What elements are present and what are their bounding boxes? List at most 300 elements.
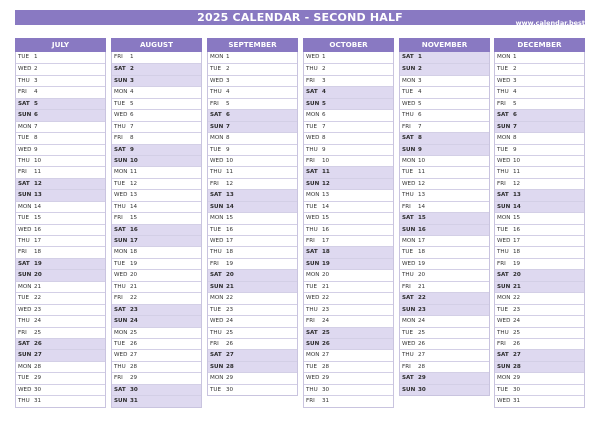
day-row [400,212,489,223]
weekday-label: SAT [210,112,222,119]
day-row [112,327,201,338]
day-number: 9 [130,146,134,153]
weekday-label: THU [18,318,30,325]
day-number: 18 [34,249,42,256]
day-row [400,178,489,189]
day-number: 1 [226,54,230,60]
day-row [495,304,584,315]
day-number: 10 [34,157,42,164]
day-number: 15 [418,215,426,222]
day-row [304,178,393,189]
day-row [304,338,393,349]
day-row [495,166,584,177]
day-row [208,372,297,383]
day-number: 20 [130,272,138,279]
day-row [400,121,489,132]
weekday-label: FRI [114,215,123,222]
day-row [495,201,584,212]
day-row [304,361,393,372]
day-number: 21 [226,283,234,290]
day-row [208,155,297,166]
day-number: 15 [513,215,521,222]
day-row [400,281,489,292]
month-header: AUGUST [111,38,202,52]
day-row [304,212,393,223]
day-number: 4 [513,89,517,96]
day-number: 8 [322,135,326,142]
day-number: 9 [513,146,517,153]
month-header: SEPTEMBER [207,38,298,52]
day-number: 7 [513,123,517,130]
day-number: 3 [34,77,38,84]
day-row [495,361,584,372]
weekday-label: TUE [18,295,30,302]
day-row [208,75,297,86]
day-row [208,384,297,395]
day-row [304,109,393,120]
day-row [208,189,297,200]
day-row [16,121,105,132]
day-row [304,166,393,177]
day-number: 20 [34,272,42,279]
day-row [208,269,297,280]
day-number: 19 [226,260,234,267]
weekday-label: SAT [18,100,30,107]
month-header: JULY [15,38,106,52]
day-row [495,315,584,326]
day-number: 29 [34,375,42,382]
day-number: 12 [418,180,426,187]
day-row [208,121,297,132]
weekday-label: MON [402,157,416,164]
day-row [304,121,393,132]
month-column-july [15,38,106,408]
day-row [400,258,489,269]
weekday-label: THU [210,329,222,336]
day-row [400,98,489,109]
weekday-label: FRI [306,398,315,405]
weekday-label: SUN [18,352,32,359]
day-number: 1 [322,54,326,60]
day-number: 22 [513,295,521,302]
day-row [16,304,105,315]
month-header: DECEMBER [494,38,585,52]
day-number: 4 [130,89,134,96]
day-row [16,109,105,120]
weekday-label: SUN [402,66,416,73]
weekday-label: SAT [210,192,222,199]
day-row [495,63,584,74]
day-row [16,201,105,212]
day-row [16,292,105,303]
day-number: 17 [226,238,234,244]
weekday-label: TUE [114,180,126,187]
day-row [304,395,393,406]
weekday-label: MON [497,295,511,302]
day-number: 11 [513,169,521,176]
weekday-label: THU [402,352,414,359]
day-number: 6 [130,112,134,119]
day-row [495,338,584,349]
day-row [400,155,489,166]
day-row [495,246,584,257]
day-list [111,52,202,408]
weekday-label: WED [497,238,511,244]
day-row [16,384,105,395]
day-number: 9 [418,146,422,153]
day-row [208,224,297,235]
weekday-label: TUE [210,386,222,393]
day-row [208,166,297,177]
day-row [304,246,393,257]
day-row [495,144,584,155]
day-row [208,109,297,120]
day-number: 12 [130,180,138,187]
day-row [304,98,393,109]
day-number: 22 [418,295,426,302]
day-row [208,349,297,360]
day-row [304,155,393,166]
weekday-label: WED [18,66,32,73]
day-row [112,155,201,166]
day-number: 16 [418,226,426,233]
day-number: 6 [513,112,517,119]
weekday-label: SAT [114,146,126,153]
weekday-label: SAT [497,192,509,199]
weekday-label: SAT [306,89,318,96]
day-number: 4 [322,89,326,96]
day-row [16,166,105,177]
day-number: 31 [513,398,521,405]
day-number: 1 [34,54,38,60]
weekday-label: SUN [497,283,511,290]
day-row [304,189,393,200]
weekday-label: SUN [306,100,320,107]
day-number: 21 [513,283,521,290]
day-number: 29 [418,375,426,382]
day-number: 30 [418,386,426,393]
day-row [495,52,584,63]
day-number: 3 [513,77,517,84]
weekday-label: MON [18,363,32,370]
weekday-label: TUE [306,123,318,130]
day-number: 14 [322,203,330,210]
day-number: 18 [226,249,234,256]
day-number: 21 [418,283,426,290]
weekday-label: MON [497,215,511,222]
day-row [400,361,489,372]
day-number: 3 [226,77,230,84]
weekday-label: FRI [18,249,27,256]
weekday-label: MON [402,77,416,84]
day-row [495,372,584,383]
day-row [112,269,201,280]
weekday-label: FRI [497,100,506,107]
day-row [16,224,105,235]
weekday-label: TUE [210,146,222,153]
day-number: 18 [130,249,138,256]
day-number: 1 [418,54,422,60]
weekday-label: SAT [18,260,30,267]
day-number: 24 [322,318,330,325]
weekday-label: MON [497,135,511,142]
day-row [400,338,489,349]
day-number: 27 [34,352,42,359]
day-row [16,155,105,166]
day-number: 2 [322,66,326,73]
day-row [495,281,584,292]
weekday-label: SAT [306,329,318,336]
day-number: 17 [34,238,42,244]
day-number: 18 [418,249,426,256]
day-row [208,281,297,292]
weekday-label: THU [18,157,30,164]
day-row [112,63,201,74]
weekday-label: WED [306,295,320,302]
weekday-label: MON [114,249,128,256]
weekday-label: SAT [114,386,126,393]
day-number: 26 [322,340,330,347]
day-number: 23 [418,306,426,313]
day-row [495,384,584,395]
day-row [112,52,201,63]
day-number: 1 [130,54,134,60]
day-row [400,269,489,280]
weekday-label: MON [306,352,320,359]
day-row [208,52,297,63]
day-row [112,109,201,120]
day-row [400,189,489,200]
weekday-label: WED [210,318,224,325]
weekday-label: WED [210,77,224,84]
day-number: 13 [513,192,521,199]
day-list [494,52,585,408]
day-number: 4 [226,89,230,96]
weekday-label: THU [210,169,222,176]
weekday-label: TUE [18,135,30,142]
day-row [495,212,584,223]
day-number: 26 [418,340,426,347]
weekday-label: TUE [497,146,509,153]
weekday-label: TUE [114,100,126,107]
weekday-label: SAT [402,135,414,142]
day-number: 29 [130,375,138,382]
day-number: 30 [130,386,138,393]
day-number: 15 [130,215,138,222]
weekday-label: MON [210,375,224,382]
weekday-label: SUN [497,363,511,370]
weekday-label: FRI [210,260,219,267]
weekday-label: FRI [210,100,219,107]
day-number: 30 [513,386,521,393]
day-row [400,75,489,86]
weekday-label: FRI [402,363,411,370]
day-number: 8 [226,135,230,142]
weekday-label: TUE [402,89,414,96]
day-row [208,304,297,315]
weekday-label: MON [210,54,224,60]
day-number: 22 [226,295,234,302]
day-number: 25 [418,329,426,336]
day-row [304,144,393,155]
day-number: 30 [322,386,330,393]
day-row [112,86,201,97]
weekday-label: WED [497,157,511,164]
day-number: 16 [513,226,521,233]
day-row [16,132,105,143]
day-number: 19 [322,260,330,267]
day-number: 5 [418,100,422,107]
weekday-label: SAT [402,215,414,222]
weekday-label: TUE [402,169,414,176]
weekday-label: THU [497,249,509,256]
weekday-label: MON [210,215,224,222]
weekday-label: THU [497,329,509,336]
weekday-label: WED [402,260,416,267]
weekday-label: SAT [18,340,30,347]
day-row [208,246,297,257]
weekday-label: SAT [306,169,318,176]
weekday-label: FRI [497,340,506,347]
day-row [208,212,297,223]
weekday-label: SAT [210,352,222,359]
weekday-label: WED [18,146,32,153]
weekday-label: THU [18,398,30,405]
day-number: 31 [322,398,330,405]
day-row [112,121,201,132]
weekday-label: WED [18,306,32,313]
day-number: 2 [130,66,134,73]
weekday-label: FRI [18,169,27,176]
weekday-label: WED [497,77,511,84]
month-column-december [494,38,585,408]
day-number: 25 [130,329,138,336]
day-number: 14 [34,203,42,210]
day-row [400,86,489,97]
weekday-label: SUN [114,77,128,84]
day-row [304,304,393,315]
weekday-label: THU [497,169,509,176]
day-number: 23 [226,306,234,313]
day-row [400,349,489,360]
day-number: 20 [226,272,234,279]
weekday-label: WED [210,238,224,244]
day-number: 15 [322,215,330,222]
weekday-label: TUE [402,329,414,336]
day-row [112,349,201,360]
weekday-label: FRI [210,340,219,347]
day-number: 21 [130,283,138,290]
day-row [495,258,584,269]
day-number: 11 [226,169,234,176]
day-number: 5 [34,100,38,107]
day-row [112,395,201,406]
weekday-label: FRI [306,77,315,84]
day-number: 1 [513,54,517,60]
site-link[interactable]: www.calendar.best [515,19,585,27]
weekday-label: FRI [210,180,219,187]
weekday-label: FRI [114,54,123,60]
day-row [208,178,297,189]
day-row [16,315,105,326]
day-row [112,304,201,315]
month-column-october [303,38,394,408]
day-number: 13 [418,192,426,199]
weekday-label: THU [18,77,30,84]
day-number: 24 [513,318,521,325]
day-number: 27 [130,352,138,359]
day-number: 16 [322,226,330,233]
day-row [208,338,297,349]
day-row [112,224,201,235]
weekday-label: THU [306,226,318,233]
day-number: 19 [34,260,42,267]
day-row [495,235,584,246]
day-row [16,189,105,200]
weekday-label: WED [114,192,128,199]
day-row [304,52,393,63]
weekday-label: SUN [402,386,416,393]
day-number: 6 [322,112,326,119]
weekday-label: WED [402,340,416,347]
day-number: 4 [34,89,38,96]
weekday-label: THU [402,272,414,279]
day-number: 24 [226,318,234,325]
weekday-label: WED [114,352,128,359]
weekday-label: TUE [497,386,509,393]
day-number: 5 [513,100,517,107]
day-number: 25 [322,329,330,336]
day-number: 14 [130,203,138,210]
weekday-label: SAT [114,226,126,233]
weekday-label: MON [18,203,32,210]
weekday-label: THU [402,192,414,199]
day-number: 8 [130,135,134,142]
day-row [495,155,584,166]
weekday-label: FRI [306,318,315,325]
day-row [495,269,584,280]
day-number: 10 [322,157,330,164]
day-row [304,63,393,74]
weekday-label: MON [497,54,511,60]
weekday-label: SUN [306,260,320,267]
weekday-label: TUE [306,363,318,370]
day-number: 7 [418,123,422,130]
weekday-label: SUN [306,180,320,187]
day-row [16,75,105,86]
weekday-label: WED [402,180,416,187]
day-row [112,178,201,189]
day-row [112,384,201,395]
day-number: 24 [34,318,42,325]
day-number: 3 [130,77,134,84]
day-number: 17 [513,238,521,244]
day-number: 22 [34,295,42,302]
day-row [16,86,105,97]
day-number: 27 [226,352,234,359]
month-column-september [207,38,298,396]
month-column-november [399,38,490,396]
weekday-label: FRI [497,260,506,267]
day-number: 3 [322,77,326,84]
day-number: 2 [34,66,38,73]
day-number: 26 [226,340,234,347]
day-row [112,144,201,155]
day-row [208,201,297,212]
weekday-label: THU [114,203,126,210]
day-row [304,269,393,280]
day-row [304,235,393,246]
